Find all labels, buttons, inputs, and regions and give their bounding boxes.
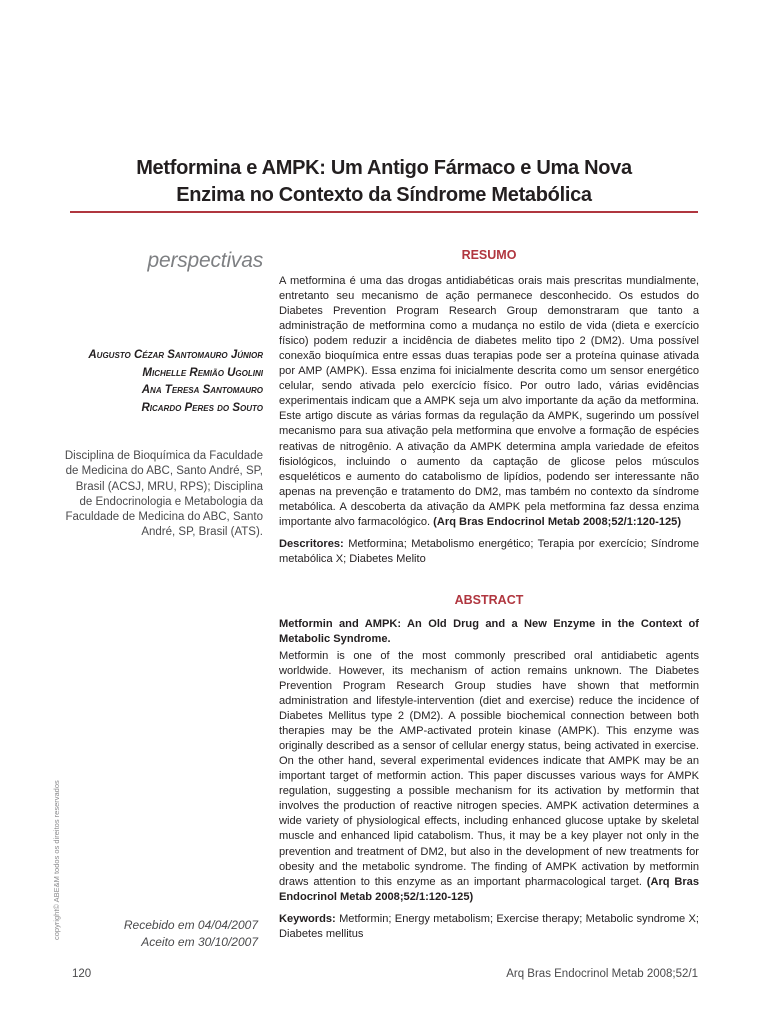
main-column xyxy=(279,248,699,942)
resumo-body xyxy=(279,274,699,530)
descritores-label: Descritores: xyxy=(279,537,344,550)
author-name: Ana Teresa Santomauro xyxy=(141,384,263,397)
resumo-text: A metformina é uma das drogas antidiabéticas orais mais prescritas mundialmente, entretanto seu mecanismo de ação permanece desconhecido. Os estudos do Diabetes Prevention Program Research Group demonstraram que tanto a administração de metformina como a mudança no estilo de vida (dieta e exercício físico) podem reduzir a incidência de diabetes melito tipo 2 (DM2). Uma possível conexão bioquímica entre essas duas terapias pode ser a proteína quinase ativada por AMP (AMPK). Essa enzima foi inicialmente descrita como um sensor energético celular, sendo ativada pelo exercício físico. Por outro lado, várias evidências experimentais indicam que a AMPK seja um alvo importante da ação da metformina. Este artigo discute as várias formas da regulação da AMPK, sugerindo um possível mecanismo para sua ativação pela metformina que envolve a formação de espécies reativas de nitrogênio. A ativação da AMPK determina ampla variedade de efeitos fisiológicos, incluindo o aumento da captação de glicose pelos músculos esqueléticos e aumento do catabolismo de lipídios, podendo ser interessante não apenas na prevenção e tratamento do DM2, mas também no contexto da síndrome metabólica. A descoberta da ativação da AMPK pela metformina faz dessa enzima importante alvo farmacológico. xyxy=(279,275,699,528)
title-divider xyxy=(70,211,698,213)
submission-dates xyxy=(124,917,258,951)
received-date: Recebido em 04/04/2007 xyxy=(123,918,258,932)
descritores xyxy=(279,537,699,567)
descritores-text: Metformina; Metabolismo energético; Terapia por exercício; Síndrome metabólica X; Diabetes Melito xyxy=(279,537,699,565)
abstract-body xyxy=(279,649,699,905)
abstract-text: Metformin is one of the most commonly prescribed oral antidiabetic agents worldwide. However, its mechanism of action remains unknown. The Diabetes Prevention Program Research Group studies have shown that metformin administration and lifestyle-intervention (diet and exercise) reduce the incidence of Diabetes Mellitus type 2 (DM2). A possible biochemical connection between both therapies may be the AMP-activated protein kinase (AMPK). This enzyme was originally described as a sensor of cellular energy status, being activated in exercise. On the other hand, several experimental evidences indicate that AMPK may be an important target of metformin action. This paper discusses various ways for AMPK regulation, suggesting a possible mechanism for its activation by metformin that involves the production of reactive nitrogen species. AMPK activation determines a wide variety of physiological effects, including enhanced glucose uptake by skeletal muscle and enhanced lipid catabolism. Thus, it may be a key player not only in the prevention and treatment of DM2, but also in the development of new treatments for obesity and the metabolic syndrome. The finding of AMPK activation by metformin draws attention to this enzyme as an important pharmacological target. xyxy=(279,649,699,888)
article-title-line-1: Metformina e AMPK: Um Antigo Fármaco e Uma Nova xyxy=(136,157,632,179)
article-title-line-2: Enzima no Contexto da Síndrome Metabólica xyxy=(176,184,592,206)
abstract-title: Metformin and AMPK: An Old Drug and a New Enzyme in the Context of Metabolic Syndrome. xyxy=(279,617,699,645)
keywords-label: Keywords: xyxy=(279,912,336,925)
author-name: Ricardo Peres do Souto xyxy=(141,402,263,415)
article-title xyxy=(70,155,698,209)
author-name: Michelle Remião Ugolini xyxy=(142,366,263,379)
resumo-heading: RESUMO xyxy=(461,248,517,262)
copyright-notice: copyright© ABE&M todos os direitos reservados xyxy=(52,780,61,940)
resumo-citation: (Arq Bras Endocrinol Metab 2008;52/1:120-125) xyxy=(433,515,682,528)
affiliation: Disciplina de Bioquímica da Faculdade de Medicina do ABC, Santo André, SP, Brasil (ACSJ, MRU, RPS); Disciplina de Endocrinologia e Metabologia da Faculdade de Medicina do ABC, Santo André, SP, Brasil (ATS). xyxy=(64,450,263,539)
page-number: 120 xyxy=(72,968,92,980)
section-label: perspectivas xyxy=(147,249,263,272)
keywords-text: Metformin; Energy metabolism; Exercise therapy; Metabolic syndrome X; Diabetes mellitus xyxy=(279,912,700,940)
abstract-heading: ABSTRACT xyxy=(454,592,524,607)
author-list xyxy=(88,347,263,418)
accepted-date: Aceito em 30/10/2007 xyxy=(141,935,258,949)
abstract-citation: (Arq Bras Endocrinol Metab 2008;52/1:120-125) xyxy=(279,875,699,903)
journal-reference: Arq Bras Endocrinol Metab 2008;52/1 xyxy=(506,968,698,980)
author-name: Augusto Cézar Santomauro Júnior xyxy=(88,349,263,361)
keywords xyxy=(279,912,699,942)
